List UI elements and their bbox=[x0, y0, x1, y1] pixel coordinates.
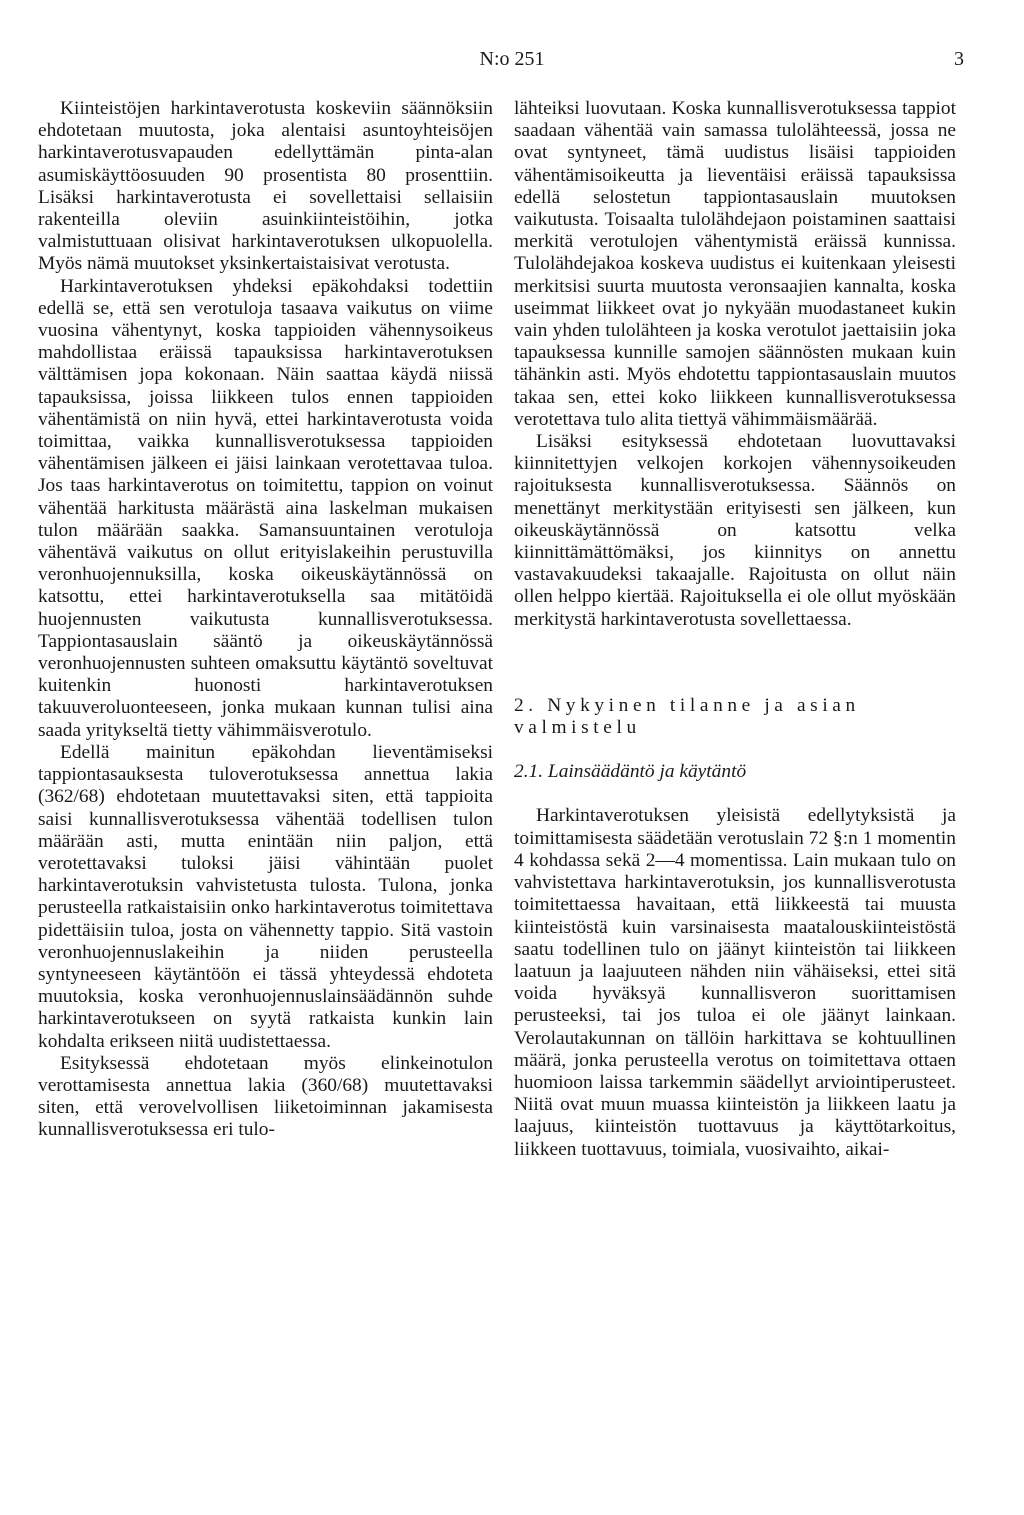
paragraph: Harkintaverotuksen yleisistä edellytyksistä ja toimittamisesta säädetään verotuslain 72 §:n 1 momentin 4 kohdassa sekä 2—4 momentissa. Lain mukaan tulo on vahvistettava harkintaverotuksin, jos kunnallisverotusta toimitettaessa havaitaan, että liikkeestä tai muusta kiinteistöstä kuin varsinaisesta maatalouskiinteistöstä saatu todellinen tulo on jäänyt kiinteistön tai liikkeen laatuun ja laajuuteen nähden niin vähäiseksi, ettei sitä voida hyväksyä kunnallisveron suorittamisen perusteeksi, tai jos tuloa ei ole jäänyt lainkaan. Verolautakunnan on tällöin harkittava se kohtuullinen määrä, jonka perusteella verotus on toimitettava ottaen huomioon laissa tarkemmin säädellyt arviointiperusteet. Niitä ovat muun muassa kiinteistön ja liikkeen laatu ja laajuus, kiinteistön tuottavuus ja käyttötarkoitus, liikkeen tuottavuus, toimiala, vuosivaihto, aikai- bbox=[514, 805, 956, 1160]
paragraph: Lisäksi esityksessä ehdotetaan luovuttavaksi kiinnitettyjen velkojen korkojen vähennysoikeuden rajoituksesta kunnallisverotuksessa. Säännös on menettänyt merkitystään erityisesti sen jälkeen, kun oikeuskäytännössä on katsottu velka kiinnittämättömäksi, jos kiinnitys on annettu vastavakuudeksi takaajalle. Rajoitusta on ollut näin ollen helppo kiertää. Rajoituksella ei ole ollut myöskään merkitystä harkintaverotusta sovellettaessa. bbox=[514, 431, 956, 630]
document-number: N:o 251 bbox=[479, 48, 545, 70]
subsection-heading: 2.1. Lainsäädäntö ja käytäntö bbox=[514, 761, 747, 783]
paragraph: Edellä mainitun epäkohdan lieventämiseksi tappiontasauksesta tuloverotuksessa annettua lakia (362/68) ehdotetaan muutettavaksi siten, että tappioita saisi kunnallisverotuksessa vähentää todellisen tulon määrään asti, mutta enintään niin paljon, että verotettavaksi tuloksi jäisi vähintään puolet harkintaverotuksin vahvistetusta tulosta. Tulona, jonka perusteella ratkaistaisiin onko harkintaverotus toimitettava pidettäisiin tuloa, josta on vähennetty tappio. Sitä vastoin veronhuojennuslakeihin ja niiden perusteella syntyneeseen käytäntöön ei tässä yhteydessä ehdoteta muutoksia, koska veronhuojennuslainsäädännön suhde harkintaverotukseen on syytä ratkaista kunkin lain kohdalta erikseen niitä uudistettaessa. bbox=[38, 741, 493, 1052]
paragraph: Esityksessä ehdotetaan myös elinkeinotulon verottamisesta annettua lakia (360/68) muutettavaksi siten, että verovelvollisen liiketoiminnan jakamisesta kunnallisverotuksessa eri tulo- bbox=[38, 1052, 493, 1141]
section-heading: 2. Nykyinen tilanne ja asian valmistelu bbox=[514, 694, 860, 739]
paragraph: lähteiksi luovutaan. Koska kunnallisverotuksessa tappiot saadaan vähentää vain samassa tulolähteessä, jossa ne ovat syntyneet, tämä uudistus lisäisi tappioiden vähentämisoikeutta ja lieventäisi eräissä tapauksissa edellä selostetun tappiontasauslain muutoksen vaikutusta. Toisaalta tulolähdejaon poistaminen saattaisi merkitä verotulojen vähentymistä eräissä kunnissa. Tulolähdejakoa koskeva uudistus ei kuitenkaan yleisesti merkitsisi suurta muutosta veronsaajien kannalta, koska useimmat liikkeet ovat jo nykyään muodastaneet kukin vain yhden tulolähteen ja koska verotulot jaettaisiin joka tapauksessa kunnille samojen säännösten mukaan kuin tähänkin asti. Myös ehdotettu tappiontasauslain muutos takaa sen, ettei koko liikkeen kunnallisverotuksessa verotettava tulo alita tiettyä vähimmäismäärää. bbox=[514, 98, 956, 430]
paragraph: Harkintaverotuksen yhdeksi epäkohdaksi todettiin edellä se, että sen verotuloja tasaava vaikutus on viime vuosina vähentynyt, koska tappioiden vähennysoikeus mahdollistaa eräissä tapauksissa harkintaverotuksen välttämisen jopa kokonaan. Näin saattaa käydä niissä tapauksissa, joissa liikkeen tulos ennen tappioiden vähentämistä on niin hyvä, ettei harkintaverotusta voida toimittaa, vaikka kunnallisverotuksessa tappioiden vähentämisen jälkeen ei jäisi lainkaan verotettavaa tuloa. Jos taas harkintaverotus on toimitettu, tappion on voinut vähentää harkitusta määrästä aina laskelman mukaisen tulon määrään saakka. Samansuuntainen verotuloja vähentävä vaikutus on ollut erityislakeihin perustuvilla veronhuojennuksilla, koska oikeuskäytännössä on katsottu, ettei harkintaverotuksella saa mitätöidä huojennusten vaikutusta kunnallisverotuksessa. Tappiontasauslain sääntö ja oikeuskäytännössä veronhuojennusten suhteen omaksuttu käytäntö soveltuvat kuitenkin huonosti harkintaverotuksen takuuveroluonteeseen, jonka mukaan kunnan tulisi aina saada yritykseltä tietty vähimmäisverotulo. bbox=[38, 275, 493, 741]
left-column bbox=[38, 98, 493, 1142]
paragraph: Kiinteistöjen harkintaverotusta koskeviin säännöksiin ehdotetaan muutosta, joka alentaisi asuntoyhteisöjen harkintaverotusvapauden edellyttämän pinta-alan asumiskäyttöosuuden 90 prosentista 80 prosenttiin. Lisäksi harkintaverotusta ei sovellettaisi sellaisiin rakenteilla oleviin asuinkiinteistöihin, jotka valmistuttuaan olisivat harkintaverotuksen ulkopuolella. Myös nämä muutokset yksinkertaistaisivat verotusta. bbox=[38, 98, 493, 275]
page-header bbox=[0, 48, 1024, 78]
page-number: 3 bbox=[954, 48, 964, 70]
right-column bbox=[514, 98, 956, 1161]
